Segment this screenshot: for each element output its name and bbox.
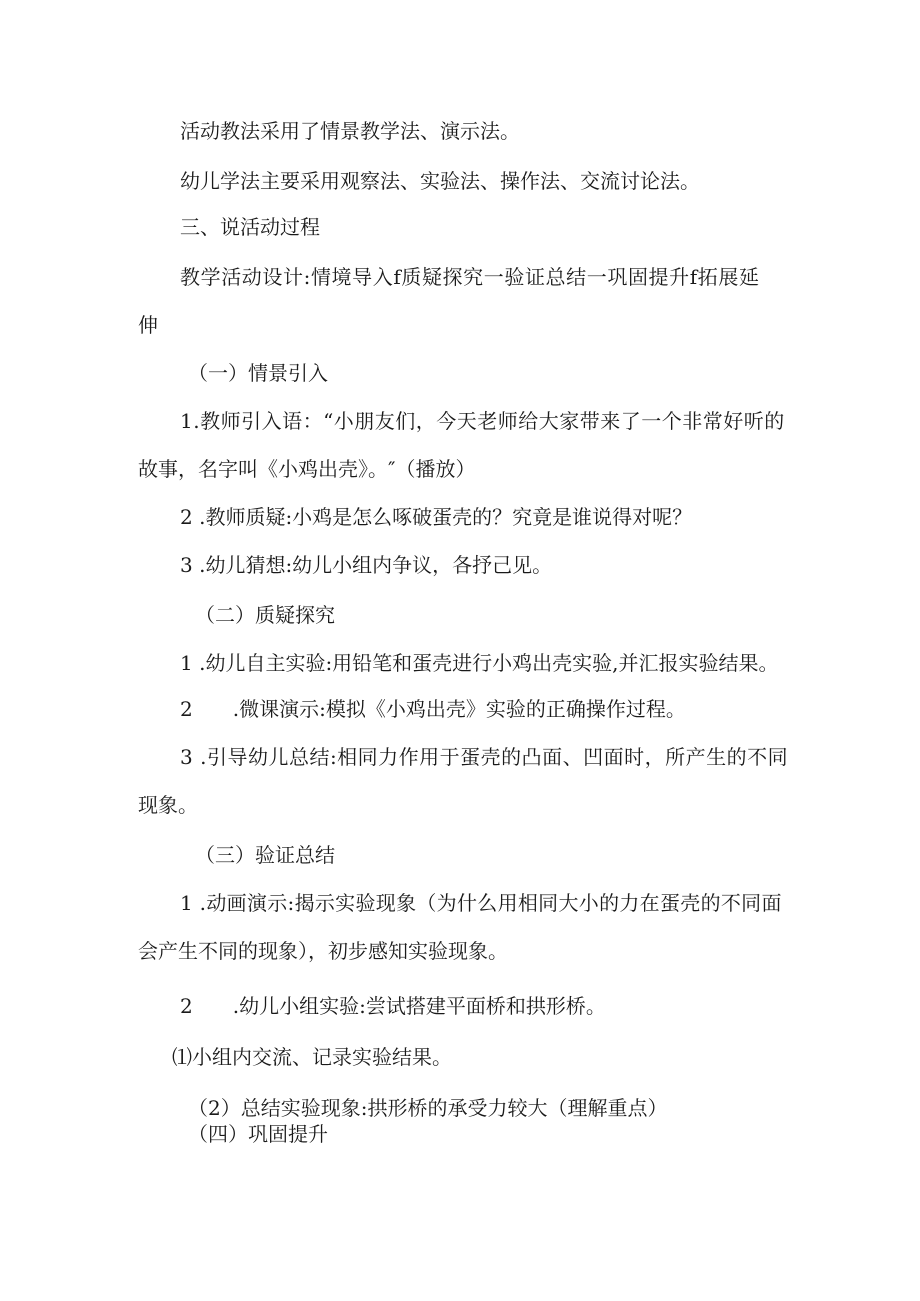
section-heading-activity-process: 三、说活动过程 <box>180 215 320 239</box>
subheading-consolidation: （四）巩固提升 <box>188 1122 328 1146</box>
sub-item-summarize-phenomenon: （2）总结实验现象:拱形桥的承受力较大（理解重点） <box>188 1096 668 1120</box>
paragraph-learning-methods: 幼儿学法主要采用观察法、实验法、操作法、交流讨论法。 <box>180 169 700 193</box>
list-item-animation-demo: 1 .动画演示:揭示实验现象（为什么用相同大小的力在蛋壳的不同面 <box>180 891 782 915</box>
list-item-micro-lesson: 2 .微课演示:模拟《小鸡出壳》实验的正确操作过程。 <box>180 697 686 721</box>
paragraph-teaching-methods: 活动教法采用了情景教学法、演示法。 <box>180 119 520 143</box>
list-item-teacher-intro: 1.教师引入语：“小朋友们，今天老师给大家带来了一个非常好听的 <box>180 409 785 433</box>
list-item-animation-demo-continued: 会产生不同的现象），初步感知实验现象。 <box>138 939 508 963</box>
list-item-teacher-intro-continued: 故事，名字叫《小鸡出壳》。″（播放） <box>138 457 476 481</box>
list-item-group-experiment: 2 .幼儿小组实验:尝试搭建平面桥和拱形桥。 <box>180 994 606 1018</box>
sub-item-record-results: ⑴小组内交流、记录实验结果。 <box>172 1045 452 1069</box>
subheading-inquiry: （二）质疑探究 <box>195 603 335 627</box>
list-item-children-guess: 3 .幼儿猜想:幼儿小组内争议，各抒己见。 <box>180 553 553 577</box>
list-item-guided-summary-continued: 现象。 <box>138 793 198 817</box>
list-item-teacher-question: 2 .教师质疑:小鸡是怎么啄破蛋壳的？究竟是谁说得对呢？ <box>180 505 693 529</box>
list-item-self-experiment: 1 .幼儿自主实验:用铅笔和蛋壳进行小鸡出壳实验,并汇报实验结果。 <box>180 651 779 675</box>
paragraph-activity-design: 教学活动设计:情境导入f质疑探究一验证总结一巩固提升f拓展延 <box>180 265 760 289</box>
subheading-scenario-intro: （一）情景引入 <box>188 361 328 385</box>
list-item-guided-summary: 3 .引导幼儿总结:相同力作用于蛋壳的凸面、凹面时，所产生的不同 <box>180 745 789 769</box>
subheading-verification: （三）验证总结 <box>195 843 335 867</box>
paragraph-activity-design-continued: 伸 <box>138 313 158 337</box>
